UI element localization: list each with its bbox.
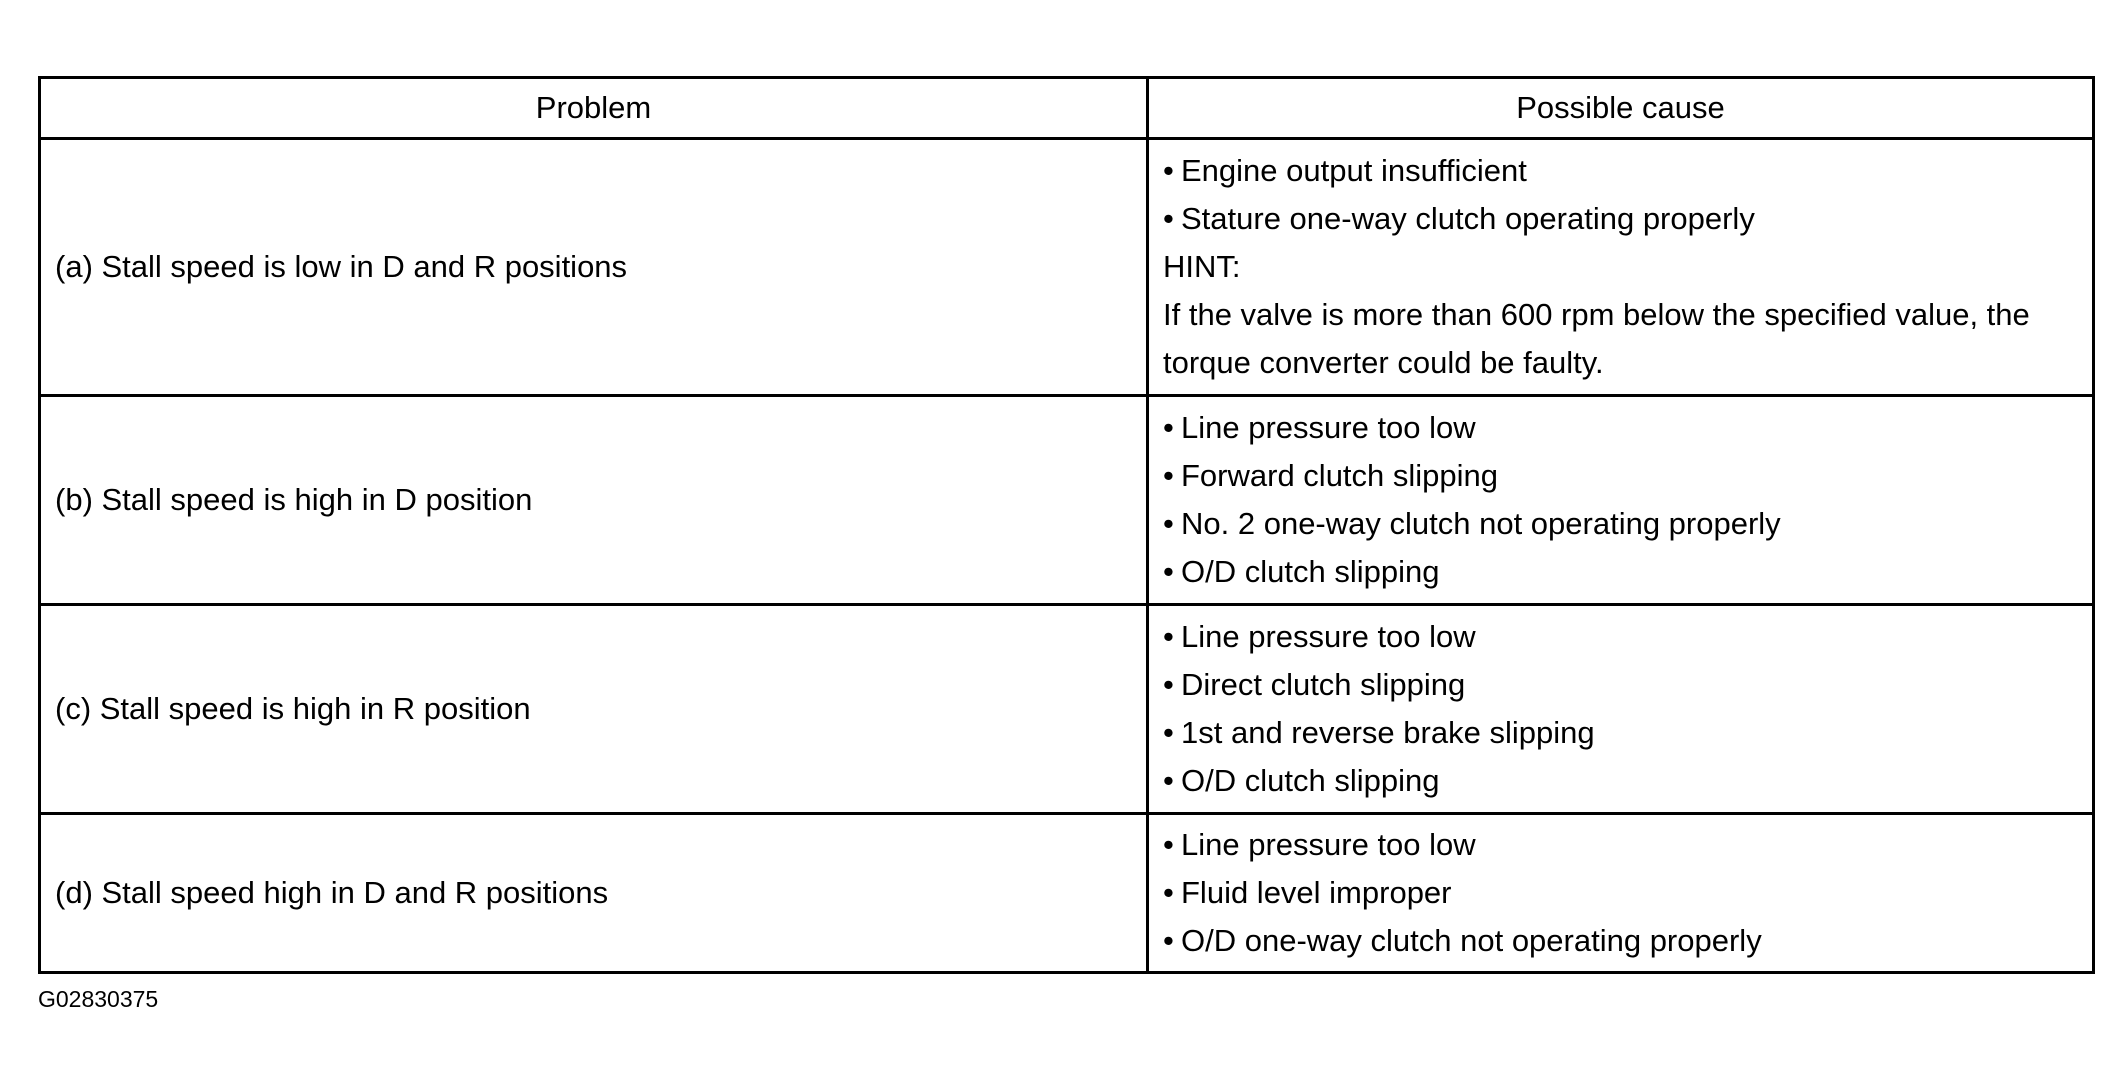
bullet-icon: • [1163,201,1174,236]
cause-cell [1148,396,2094,605]
header-problem: Problem [40,78,1148,139]
bullet-icon: • [1163,827,1174,862]
stall-test-table-container [38,76,2092,974]
bullet-icon: • [1163,875,1174,910]
bullet-icon: • [1163,715,1174,750]
problem-cell: (c) Stall speed is high in R position [40,605,1148,814]
table-row [40,605,2094,814]
cause-item: • O/D clutch slipping [1163,757,2078,805]
bullet-icon: • [1163,410,1174,445]
bullet-icon: • [1163,763,1174,798]
bullet-icon: • [1163,153,1174,188]
cause-cell [1148,814,2094,973]
problem-cell: (a) Stall speed is low in D and R positions [40,139,1148,396]
bullet-icon: • [1163,619,1174,654]
cause-cell [1148,139,2094,396]
table-header-row [40,78,2094,139]
table-row [40,396,2094,605]
header-possible-cause: Possible cause [1148,78,2094,139]
cause-item: • Line pressure too low [1163,821,2078,869]
cause-item: • Line pressure too low [1163,404,2078,452]
cause-cell [1148,605,2094,814]
cause-item: • Direct clutch slipping [1163,661,2078,709]
cause-item: • 1st and reverse brake slipping [1163,709,2078,757]
hint-text: If the valve is more than 600 rpm below the specified value, the torque converter could be faulty. [1163,297,2030,380]
cause-item: • Stature one-way clutch operating properly [1163,195,2078,243]
cause-item: • Forward clutch slipping [1163,452,2078,500]
cause-item: • O/D one-way clutch not operating properly [1163,917,2078,965]
bullet-icon: • [1163,506,1174,541]
hint-label: HINT: [1163,249,1241,284]
bullet-icon: • [1163,458,1174,493]
cause-item: • O/D clutch slipping [1163,548,2078,596]
table-row [40,139,2094,396]
bullet-icon: • [1163,554,1174,589]
problem-cell: (b) Stall speed is high in D position [40,396,1148,605]
cause-item: • Line pressure too low [1163,613,2078,661]
bullet-icon: • [1163,667,1174,702]
problem-cell: (d) Stall speed high in D and R positions [40,814,1148,973]
cause-item: • No. 2 one-way clutch not operating properly [1163,500,2078,548]
cause-item: • Fluid level improper [1163,869,2078,917]
table-row [40,814,2094,973]
stall-test-table [38,76,2095,974]
bullet-icon: • [1163,923,1174,958]
cause-item: • Engine output insufficient [1163,147,2078,195]
figure-code: G02830375 [38,986,159,1012]
